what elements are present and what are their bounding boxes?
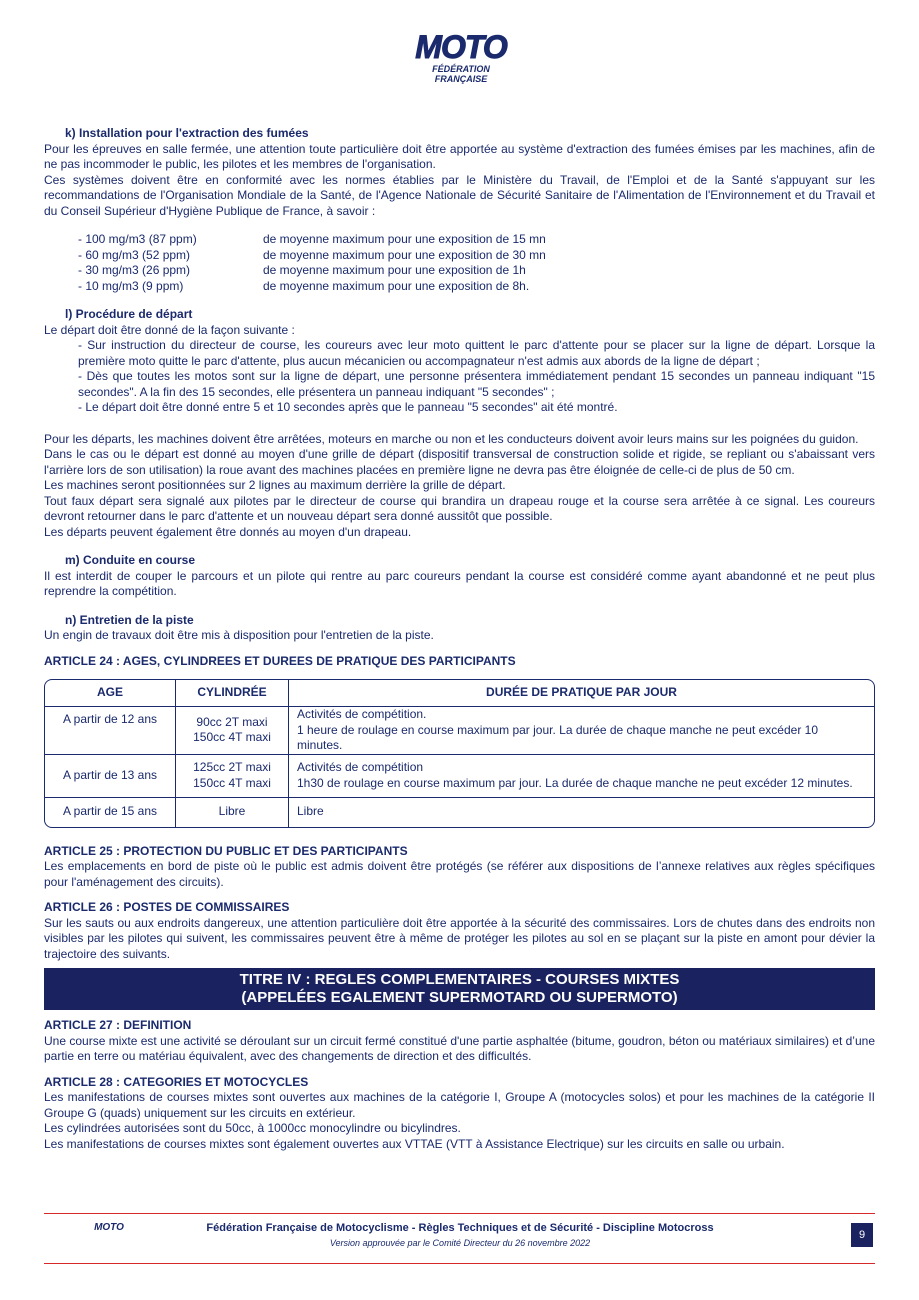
footer-logo: MOTO [94, 1222, 124, 1233]
article-28-title: ARTICLE 28 : CATEGORIES ET MOTOCYCLES [44, 1074, 309, 1089]
section-l-p3: Les machines seront positionnées sur 2 lignes au maximum derrière la grille de départ. [44, 478, 506, 492]
footer-divider-bottom [44, 1263, 875, 1264]
document-body [44, 126, 875, 1152]
section-m-title: m) Conduite en course [65, 553, 196, 567]
section-n-p1: Un engin de travaux doit être mis à disposition pour l'entretien de la piste. [44, 628, 434, 642]
start-procedure-list [78, 338, 875, 416]
article-28-p1: Les manifestations de courses mixtes sont ouvertes aux machines de la catégorie I, Groupe A (motocycles solos) et pour les machines de la catégorie II Groupe G (quads) uniquement sur les circuits en extérieur. [44, 1090, 875, 1120]
titre-iv-banner [44, 968, 875, 1010]
table-cell-age: A partir de 12 ans [45, 707, 176, 755]
list-item: - Dès que toutes les motos sont sur la ligne de départ, une personne présentera immédiatement pendant 15 secondes un panneau indiquant "15 secondes". A la fin des 15 secondes, elle présentera un panneau indiquant "5 secondes" ; [78, 369, 875, 399]
table-cell-age: A partir de 15 ans [45, 798, 176, 827]
section-k-p1: Pour les épreuves en salle fermée, une attention toute particulière doit être apportée au système d'extraction des fumées émises par les machines, afin de ne pas incommoder le public, les pilotes et les membres de l'organisation. [44, 141, 875, 171]
logo-sub-2: FRANÇAISE [434, 74, 488, 84]
list-item: - Sur instruction du directeur de course, les coureurs avec leur moto quittent le parc d'attente pour se placer sur la ligne de départ. Lorsque la première moto quitte le parc d'attente, plus aucun mécanicien ou accompagnateur n'est admis aux abords de la ligne de départ ; [78, 338, 875, 368]
section-l-p5: Les départs peuvent également être donnés au moyen d'un drapeau. [44, 524, 412, 539]
logo-text: MOTO [415, 29, 507, 65]
footer-divider-top [44, 1213, 875, 1214]
titre-iv-line1: TITRE IV : REGLES COMPLEMENTAIRES - COURSES MIXTES [239, 971, 680, 988]
article-28-p2: Les cylindrées autorisées sont du 50cc, à 1000cc monocylindre ou bicylindres. [44, 1121, 461, 1135]
article-26-p1: Sur les sauts ou aux endroits dangereux, une attention particulière doit être apportée à la sécurité des commissaires. Lors de chutes dans des endroits non visibles par les pilotes qui suivent, les commissaires peuvent être à même de protéger les pilotes au sol en se plaçant sur la piste en amont pour dévier la trajectoire des suivants. [44, 915, 875, 961]
table-header-cylindree: CYLINDRÉE [176, 680, 289, 707]
ffm-logo [413, 30, 509, 100]
titre-iv-line2: (APPELÉES EGALEMENT SUPERMOTARD OU SUPERMOTO) [241, 989, 678, 1006]
table-cell-duree: Activités de compétition. 1 heure de roulage en course maximum par jour. La durée de chaque manche ne peut excéder 10 minutes. [289, 707, 874, 755]
table-cell-cylindree: 90cc 2T maxi 150cc 4T maxi [176, 707, 289, 755]
footer-title: Fédération Française de Motocyclisme - Règles Techniques et de Sécurité - Discipline Motocross [206, 1222, 714, 1234]
logo-sub-1: FÉDÉRATION [432, 64, 490, 74]
section-l-p1: Pour les départs, les machines doivent être arrêtées, moteurs en marche ou non et les conducteurs doivent avoir leurs mains sur les poignées du guidon. [44, 431, 859, 446]
article-28-p3: Les manifestations de courses mixtes sont également ouvertes aux VTTAE (VTT à Assistance Electrique) sur les circuits en salle ou urbain. [44, 1136, 785, 1151]
section-l-title: l) Procédure de départ [65, 307, 193, 321]
age-cylinder-table [44, 679, 875, 828]
article-24-title: ARTICLE 24 : AGES, CYLINDREES ET DUREES DE PRATIQUE DES PARTICIPANTS [44, 653, 516, 668]
table-header-row [45, 680, 874, 707]
table-row [45, 755, 874, 798]
list-item: - 100 mg/m3 (87 ppm) de moyenne maximum pour une exposition de 15 mn [78, 232, 546, 246]
table-header-age: AGE [45, 680, 176, 707]
section-n-title: n) Entretien de la piste [65, 612, 194, 627]
table-row [45, 798, 874, 827]
table-cell-cylindree: 125cc 2T maxi 150cc 4T maxi [176, 755, 289, 798]
list-item: - 60 mg/m3 (52 ppm) de moyenne maximum pour une exposition de 30 mn [78, 247, 546, 262]
section-l-intro: Le départ doit être donné de la façon suivante : [44, 322, 295, 337]
section-m-p1: Il est interdit de couper le parcours et un pilote qui rentre au parc coureurs pendant la course est considéré comme ayant abandonné et ne peut plus reprendre la compétition. [44, 568, 875, 598]
section-l-p2: Dans le cas ou le départ est donné au moyen d'une grille de départ (dispositif transversal de construction solide et rigide, se repliant ou s'abaissant vers l'arrière lors de son utilisation) la roue avant des machines placées en première ligne ne devra pas être éloignée de celle-ci de plus de 50 cm. [44, 447, 875, 477]
article-25-p1: Les emplacements en bord de piste où le public est admis doivent être protégés (se référer aux dispositions de l’annexe relatives aux règles spécifiques pour l'aménagement des circuits). [44, 859, 875, 889]
table-cell-duree: Activités de compétition 1h30 de roulage en course maximum par jour. La durée de chaque manche ne peut excéder 12 minutes. [289, 755, 874, 798]
table-cell-age: A partir de 13 ans [45, 755, 176, 798]
list-item: - 30 mg/m3 (26 ppm) de moyenne maximum pour une exposition de 1h [78, 263, 526, 277]
list-item: - Le départ doit être donné entre 5 et 10 secondes après que le panneau "5 secondes" ait été montré. [78, 400, 618, 414]
article-27-title: ARTICLE 27 : DEFINITION [44, 1018, 192, 1032]
section-l-p4: Tout faux départ sera signalé aux pilotes par le directeur de course qui brandira un drapeau rouge et la course sera arrêtée à ce signal. Les coureurs devront retourner dans le parc d'attente et un nouveau départ sera donné aussitôt que possible. [44, 493, 875, 523]
section-k-p2: Ces systèmes doivent être en conformité avec les normes établies par le Ministère du Travail, de l'Emploi et de la Santé s'appuyant sur les recommandations de l'Organisation Mondiale de la Santé, de l'Agence Nationale de Sécurité Sanitaire de l'Alimentation de l'Environnement et du Travail et du Conseil Supérieur d'Hygiène Publique de France, à savoir : [44, 172, 875, 218]
table-cell-cylindree: Libre [176, 798, 289, 827]
footer-text [150, 1221, 770, 1250]
article-27-p1: Une course mixte est une activité se déroulant sur un circuit fermé constitué d'une partie asphaltée (bitume, goudron, béton ou matériaux similaires) et d’une partie en terre ou matériau équivalent, avec des changements de direction et des difficultés. [44, 1033, 875, 1063]
exposure-limits-list [78, 232, 875, 294]
table-header-duree: DURÉE DE PRATIQUE PAR JOUR [289, 680, 874, 707]
table-cell-duree: Libre [297, 804, 324, 819]
list-item: - 10 mg/m3 (9 ppm) de moyenne maximum pour une exposition de 8h. [78, 278, 530, 293]
section-k-title: k) Installation pour l'extraction des fumées [65, 126, 309, 140]
article-25-title: ARTICLE 25 : PROTECTION DU PUBLIC ET DES PARTICIPANTS [44, 843, 408, 858]
footer-version: Version approuvée par le Comité Directeur du 26 novembre 2022 [329, 1238, 591, 1248]
table-row [45, 707, 874, 755]
article-26-title: ARTICLE 26 : POSTES DE COMMISSAIRES [44, 900, 290, 914]
page-number: 9 [851, 1223, 873, 1247]
